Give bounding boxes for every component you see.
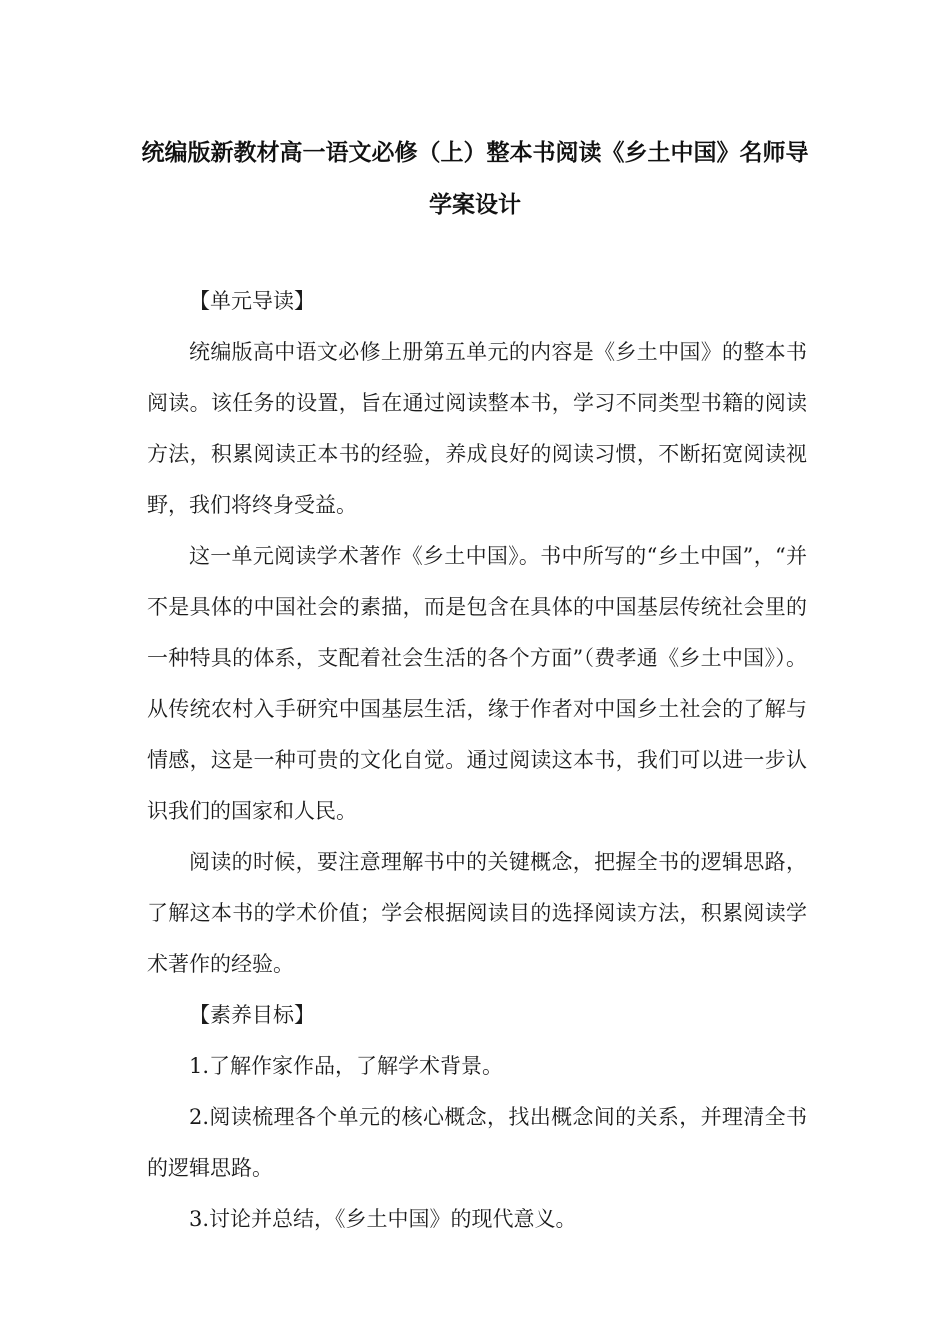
document-title-line-1: 统编版新教材高一语文必修（上）整本书阅读《乡土中国》名师导 bbox=[141, 140, 809, 166]
document-title-line-2: 学案设计 bbox=[429, 192, 521, 218]
paragraph: 统编版高中语文必修上册第五单元的内容是《乡土中国》的整本书阅读。该任务的设置，旨在通过阅读整本书，学习不同类型书籍的阅读方法，积累阅读正本书的经验，养成良好的阅读习惯，不断拓宽阅读视野，我们将终身受益。 bbox=[147, 340, 807, 517]
list-item: 1.了解作家作品，了解学术背景。 bbox=[189, 1054, 504, 1078]
list-item: 2.阅读梳理各个单元的核心概念，找出概念间的关系，并理清全书的逻辑思路。 bbox=[147, 1105, 807, 1180]
section-heading-literacy-goals: 【素养目标】 bbox=[189, 1003, 315, 1027]
paragraph: 这一单元阅读学术著作《乡土中国》。书中所写的“乡土中国”，“并不是具体的中国社会的素描，而是包含在具体的中国基层传统社会里的一种特具的体系，支配着社会生活的各个方面”（费孝通《乡土中国》）。从传统农村入手研究中国基层生活，缘于作者对中国乡土社会的了解与情感，这是一种可贵的文化自觉。通过阅读这本书，我们可以进一步认识我们的国家和人民。 bbox=[147, 544, 807, 823]
list-item: 3.讨论并总结，《乡土中国》的现代意义。 bbox=[189, 1207, 577, 1231]
document-body bbox=[147, 276, 807, 1245]
section-heading-unit-intro: 【单元导读】 bbox=[189, 289, 315, 313]
paragraph: 阅读的时候，要注意理解书中的关键概念，把握全书的逻辑思路，了解这本书的学术价值；学会根据阅读目的选择阅读方法，积累阅读学术著作的经验。 bbox=[147, 850, 807, 976]
